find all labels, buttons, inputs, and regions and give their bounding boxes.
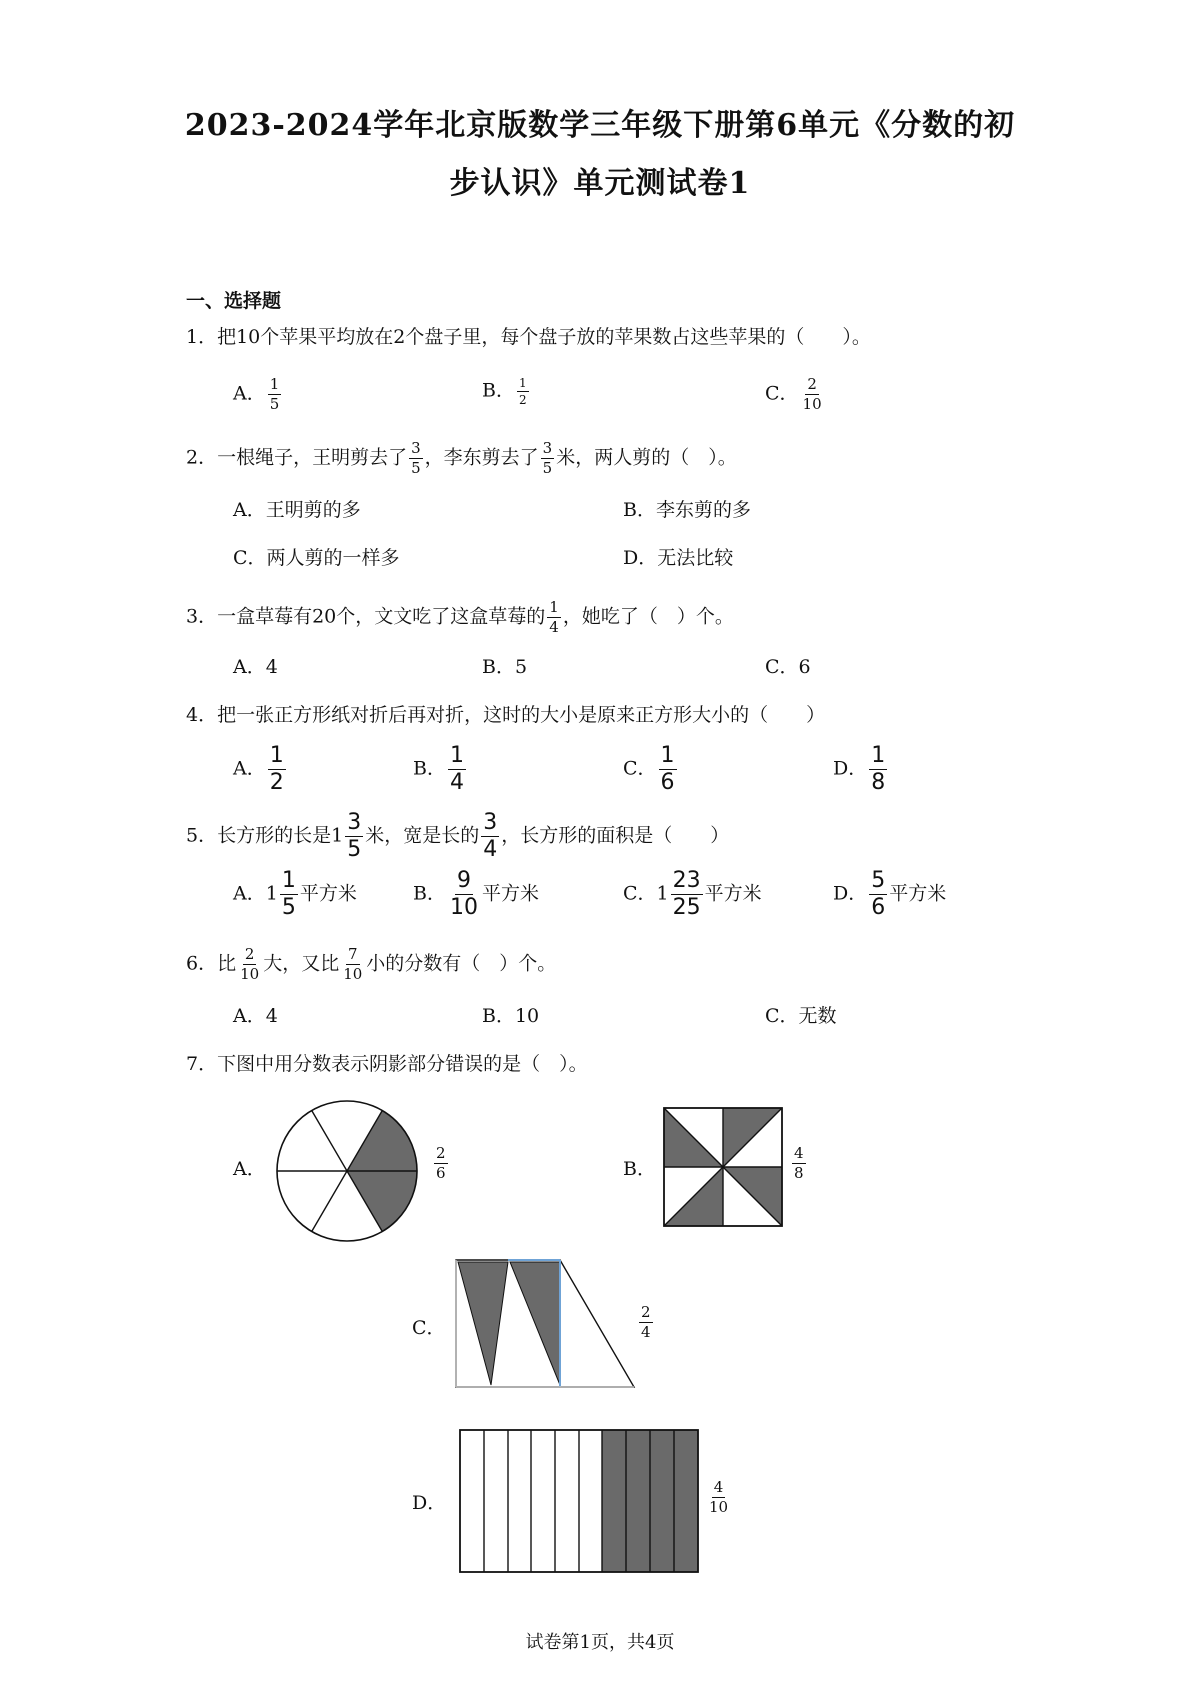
page-footer: 试卷第1页，共4页 — [525, 1632, 675, 1653]
q7-option-d-label[interactable]: D． — [412, 1492, 447, 1514]
q1-option-c[interactable]: C． $\frac{2}{10}$ — [765, 375, 822, 413]
q5-option-a[interactable]: A．1 $\frac{1}{5}$ 平方米 — [233, 868, 357, 920]
question-4: 4．把一张正方形纸对折后再对折，这时的大小是原来正方形大小的（ ） — [186, 704, 826, 726]
q4-option-a[interactable]: A． $\frac{1}{2}$ — [233, 743, 284, 795]
q1-option-a[interactable]: A． $\frac{1}{5}$ — [233, 375, 280, 413]
page-title-line1: 2023-2024学年北京版数学三年级下册第6单元《分数的初 — [184, 108, 1016, 143]
fraction: $\frac{2}{4}$ — [641, 1303, 651, 1341]
fraction: $\frac{3}{5}$ — [347, 810, 362, 862]
fraction: $\frac{5}{6}$ — [871, 868, 886, 920]
fraction: $\frac{1}{5}$ — [281, 868, 296, 920]
q7-option-c-figure — [454, 1258, 638, 1392]
q6-option-c[interactable]: C．无数 — [765, 1005, 837, 1027]
fraction: $\frac{2}{6}$ — [436, 1144, 446, 1182]
fraction: $\frac{2}{10}$ — [802, 375, 822, 413]
q4-option-b[interactable]: B． $\frac{1}{4}$ — [413, 743, 464, 795]
fraction: $\frac{1}{5}$ — [269, 375, 280, 413]
fraction: $\frac{1}{6}$ — [660, 743, 675, 795]
fraction: $\frac{1}{2}$ — [269, 743, 284, 795]
fraction: $\frac{2}{10}$ — [240, 945, 260, 983]
q2-option-d[interactable]: D．无法比较 — [623, 547, 734, 569]
q5-option-b[interactable]: B． $\frac{9}{10}$ 平方米 — [413, 868, 539, 920]
q7-option-b-fraction — [790, 1146, 808, 1181]
fraction: $\frac{4}{8}$ — [794, 1144, 804, 1182]
fraction: $\frac{9}{10}$ — [449, 868, 478, 920]
q3-option-b[interactable]: B．5 — [482, 656, 528, 678]
q7-option-c-fraction — [637, 1305, 655, 1340]
q7-option-d-fraction — [705, 1480, 732, 1515]
shaded-sector — [347, 1111, 417, 1171]
q5-option-d[interactable]: D． $\frac{5}{6}$ 平方米 — [833, 868, 947, 920]
question-6: 6．比 $\frac{2}{10}$ 大，又比 $\frac{7}{10}$ 小的分数有（ ）个。 — [186, 945, 557, 983]
q3-option-a[interactable]: A．4 — [233, 656, 278, 678]
q7-option-b-figure — [662, 1106, 788, 1232]
fraction: $\frac{23}{25}$ — [672, 868, 701, 920]
shaded-sector — [347, 1171, 417, 1231]
question-2: 2．一根绳子，王明剪去了 $\frac{3}{5}$ ，李东剪去了 $\frac{3}{5}$ 米，两人剪的（ ）。 — [186, 439, 737, 477]
fraction: $\frac{4}{10}$ — [709, 1478, 729, 1516]
q6-option-a[interactable]: A．4 — [233, 1005, 278, 1027]
q2-option-b[interactable]: B．李东剪的多 — [623, 499, 751, 521]
q7-option-b-label[interactable]: B． — [623, 1158, 656, 1180]
q5-option-c[interactable]: C．1 $\frac{23}{25}$ 平方米 — [623, 868, 762, 920]
q1-option-b[interactable]: B． $\frac{1}{2}$ — [482, 376, 527, 407]
q7-option-a-label[interactable]: A． — [233, 1158, 266, 1180]
section-title: 一、选择题 — [186, 290, 282, 312]
question-3: 3．一盒草莓有20个，文文吃了这盒草莓的 $\frac{1}{4}$ ，她吃了（ ）个。 — [186, 598, 734, 636]
q7-option-d-figure — [458, 1428, 702, 1576]
question-5: 5．长方形的长是1 $\frac{3}{5}$ 米，宽是长的 $\frac{3}{4}$ ，长方形的面积是（ ） — [186, 810, 730, 862]
fraction: $\frac{1}{8}$ — [871, 743, 886, 795]
q3-option-c[interactable]: C．6 — [765, 656, 811, 678]
fraction: $\frac{1}{4}$ — [449, 743, 464, 795]
page-title-line2: 步认识》单元测试卷1 — [449, 166, 751, 201]
q2-option-c[interactable]: C．两人剪的一样多 — [233, 547, 400, 569]
q7-option-a-fraction — [432, 1146, 450, 1181]
q7-option-c-label[interactable]: C． — [412, 1317, 446, 1339]
q4-option-d[interactable]: D． $\frac{1}{8}$ — [833, 743, 886, 795]
q7-option-a-figure — [275, 1096, 435, 1246]
fraction: $\frac{1}{4}$ — [549, 598, 559, 636]
q6-option-b[interactable]: B．10 — [482, 1005, 540, 1027]
fraction: $\frac{3}{4}$ — [483, 810, 498, 862]
fraction: $\frac{3}{5}$ — [411, 439, 421, 477]
fraction: $\frac{7}{10}$ — [343, 945, 363, 983]
fraction: $\frac{1}{2}$ — [518, 376, 527, 407]
question-7: 7．下图中用分数表示阴影部分错误的是（ ）。 — [186, 1053, 588, 1075]
question-1: 1．把10个苹果平均放在2个盘子里，每个盘子放的苹果数占这些苹果的（ ）。 — [186, 326, 871, 348]
q4-option-c[interactable]: C． $\frac{1}{6}$ — [623, 743, 675, 795]
q2-option-a[interactable]: A．王明剪的多 — [233, 499, 361, 521]
fraction: $\frac{3}{5}$ — [542, 439, 553, 477]
